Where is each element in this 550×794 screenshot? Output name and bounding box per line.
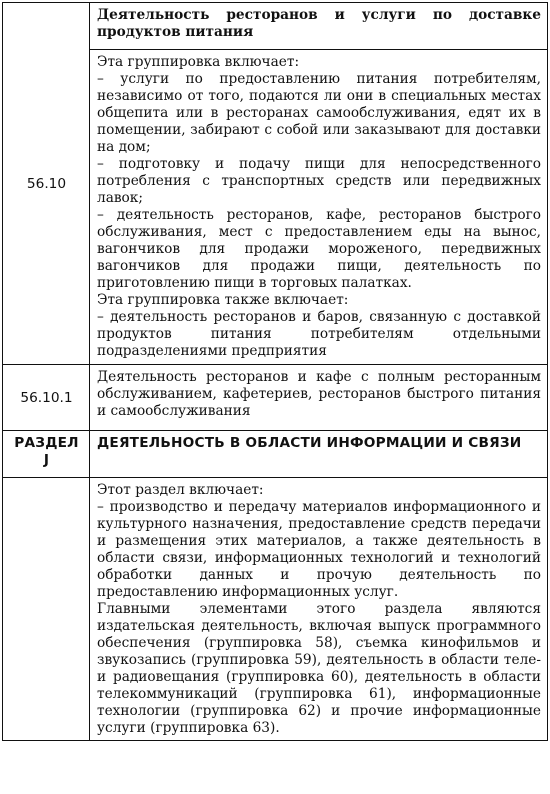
section-code-cell: РАЗДЕЛ J [3,431,90,478]
table-row [3,431,548,478]
paragraph: – услуги по предоставлению питания потребителям, независимо от того, подаются ли они в специальных местах общепита или в ресторанах самообслуживания, едят их в помещении, забирают с собой или заказывают для доставки на дом; [97,71,541,155]
group-title: Деятельность ресторанов и услуги по доставке продуктов питания [90,3,548,50]
paragraph: Эта группировка включает: [97,54,300,70]
paragraph: – деятельность ресторанов, кафе, ресторанов быстрого обслуживания, мест с предоставлением еды на вынос, вагончиков для продажи мороженого, передвижных вагончиков для продажи пищи, деятельность по приготовлению пищи в торговых палатках. [97,207,541,291]
classification-table [2,2,548,741]
code-cell [3,478,90,741]
group-description: Деятельность ресторанов и кафе с полным ресторанным обслуживанием, кафетериев, ресторанов быстрого питания и самообслуживания [90,365,548,431]
table-row [3,3,548,50]
paragraph: Этот раздел включает: [97,482,264,498]
paragraph: – подготовку и подачу пищи для непосредственного потребления с транспортных средств или передвижных лавок; [97,156,541,206]
table-row [3,365,548,431]
paragraph: – деятельность ресторанов и баров, связанную с доставкой продуктов питания потребителям отдельными подразделениями предприятия [97,309,541,359]
code-cell: 56.10 [3,3,90,365]
section-title: ДЕЯТЕЛЬНОСТЬ В ОБЛАСТИ ИНФОРМАЦИИ И СВЯЗИ [90,431,548,478]
paragraph: Главными элементами этого раздела являются издательская деятельность, включая выпуск программного обеспечения (группировка 58), съемка кинофильмов и звукозапись (группировка 59), деятельность в области теле- и радиовещания (группировка 60), деятельность в области телекоммуникаций (группировка 61), информационные технологии (группировка 62) и прочие информационные услуги (группировка 63). [97,601,541,736]
section-description [90,478,548,741]
table-row [3,478,548,741]
group-description [90,50,548,365]
paragraph: – производство и передачу материалов информационного и культурного назначения, предоставление средств передачи и размещения этих материалов, а также деятельность в области связи, информационных технологий и технологий обработки данных и прочую деятельность по предоставлению информационных услуг. [97,499,541,600]
paragraph: Эта группировка также включает: [97,292,349,308]
code-cell: 56.10.1 [3,365,90,431]
